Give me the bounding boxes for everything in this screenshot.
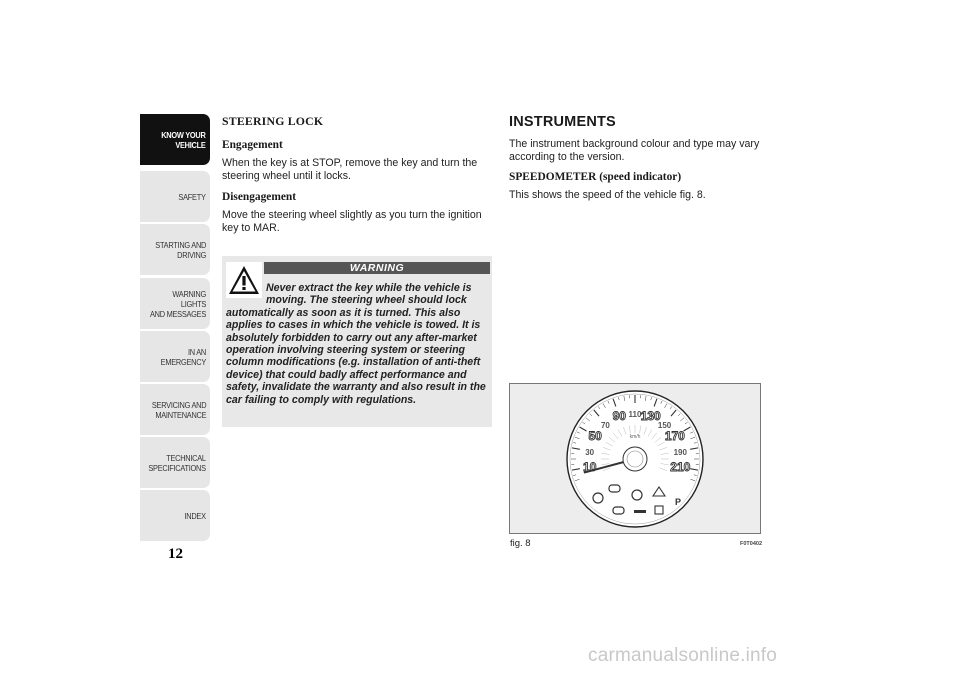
key-icon bbox=[634, 510, 646, 513]
tab-know-your-vehicle[interactable] bbox=[140, 114, 210, 165]
tab-label: SAFETY bbox=[178, 191, 206, 202]
tab-warning-lights[interactable] bbox=[140, 278, 210, 329]
park-label: P bbox=[675, 497, 682, 507]
disengagement-heading: Disengagement bbox=[222, 191, 297, 203]
gauge-label: 10 bbox=[583, 459, 597, 474]
gauge-label: 210 bbox=[670, 459, 691, 474]
speed-unit: km/h bbox=[629, 434, 641, 440]
tab-technical-specifications[interactable] bbox=[140, 437, 210, 488]
warning-title: WARNING bbox=[264, 262, 490, 274]
tab-label: KNOW YOUR VEHICLE bbox=[161, 129, 206, 150]
gauge-label: 170 bbox=[664, 429, 685, 443]
instruments-intro: The instrument background colour and type may vary according to the version. bbox=[509, 138, 760, 163]
gauge-label: 130 bbox=[640, 408, 661, 423]
instruments-section bbox=[509, 114, 769, 202]
instruments-heading: INSTRUMENTS bbox=[509, 114, 616, 130]
speedometer-gauge bbox=[510, 384, 760, 533]
tab-label: IN AN EMERGENCY bbox=[160, 346, 206, 367]
warning-body: Never extract the key while the vehicle is moving. The steering wheel should lock automatically as soon as it is turned. This also applies to cases in which the vehicle is towed. It is absolutely forbidden to carry out any after-market operation involving steering system or steering column modifications (e.g. installation of anti-theft device) that could badly affect performance and safety, invalidate the warranty and also result in the car failing to comply with regulations. bbox=[226, 282, 486, 406]
steering-lock-heading: STEERING LOCK bbox=[222, 114, 324, 128]
gauge-label: 190 bbox=[673, 448, 687, 458]
gauge-label: 30 bbox=[585, 448, 595, 458]
tab-label: STARTING AND DRIVING bbox=[155, 239, 206, 260]
gauge-label: 70 bbox=[600, 420, 610, 430]
icon-spacer bbox=[226, 282, 266, 306]
gauge-label: 150 bbox=[657, 420, 672, 430]
figure-code: F0T0402 bbox=[740, 541, 763, 547]
engagement-heading: Engagement bbox=[222, 139, 283, 151]
tab-index[interactable] bbox=[140, 490, 210, 541]
speedometer-heading: SPEEDOMETER (speed indicator) bbox=[509, 171, 682, 183]
warning-box bbox=[222, 256, 492, 427]
warning-text bbox=[226, 282, 488, 406]
tab-safety[interactable] bbox=[140, 171, 210, 222]
tab-servicing[interactable] bbox=[140, 384, 210, 435]
tab-label: TECHNICAL SPECIFICATIONS bbox=[148, 452, 206, 473]
tab-label: INDEX bbox=[184, 510, 206, 521]
figure-label: fig. 8 bbox=[510, 538, 531, 549]
gauge-label: 110 bbox=[628, 410, 642, 419]
needle-hub bbox=[623, 447, 647, 471]
tab-in-an-emergency[interactable] bbox=[140, 331, 210, 382]
tab-label: WARNING LIGHTS AND MESSAGES bbox=[149, 288, 206, 319]
page-number: 12 bbox=[168, 546, 183, 562]
tab-label: SERVICING AND MAINTENANCE bbox=[151, 399, 206, 420]
steering-lock-section bbox=[222, 114, 492, 234]
watermark: carmanualsonline.info bbox=[588, 645, 778, 666]
gauge-label: 90 bbox=[612, 408, 626, 423]
speedometer-text: This shows the speed of the vehicle fig. 8. bbox=[509, 189, 706, 201]
tab-starting-and-driving[interactable] bbox=[140, 224, 210, 275]
gauge-label: 50 bbox=[588, 429, 602, 443]
figure-frame bbox=[509, 383, 761, 534]
engagement-text: When the key is at STOP, remove the key and turn the steering wheel until it locks. bbox=[222, 157, 478, 182]
disengagement-text: Move the steering wheel slightly as you turn the ignition key to MAR. bbox=[222, 209, 482, 234]
